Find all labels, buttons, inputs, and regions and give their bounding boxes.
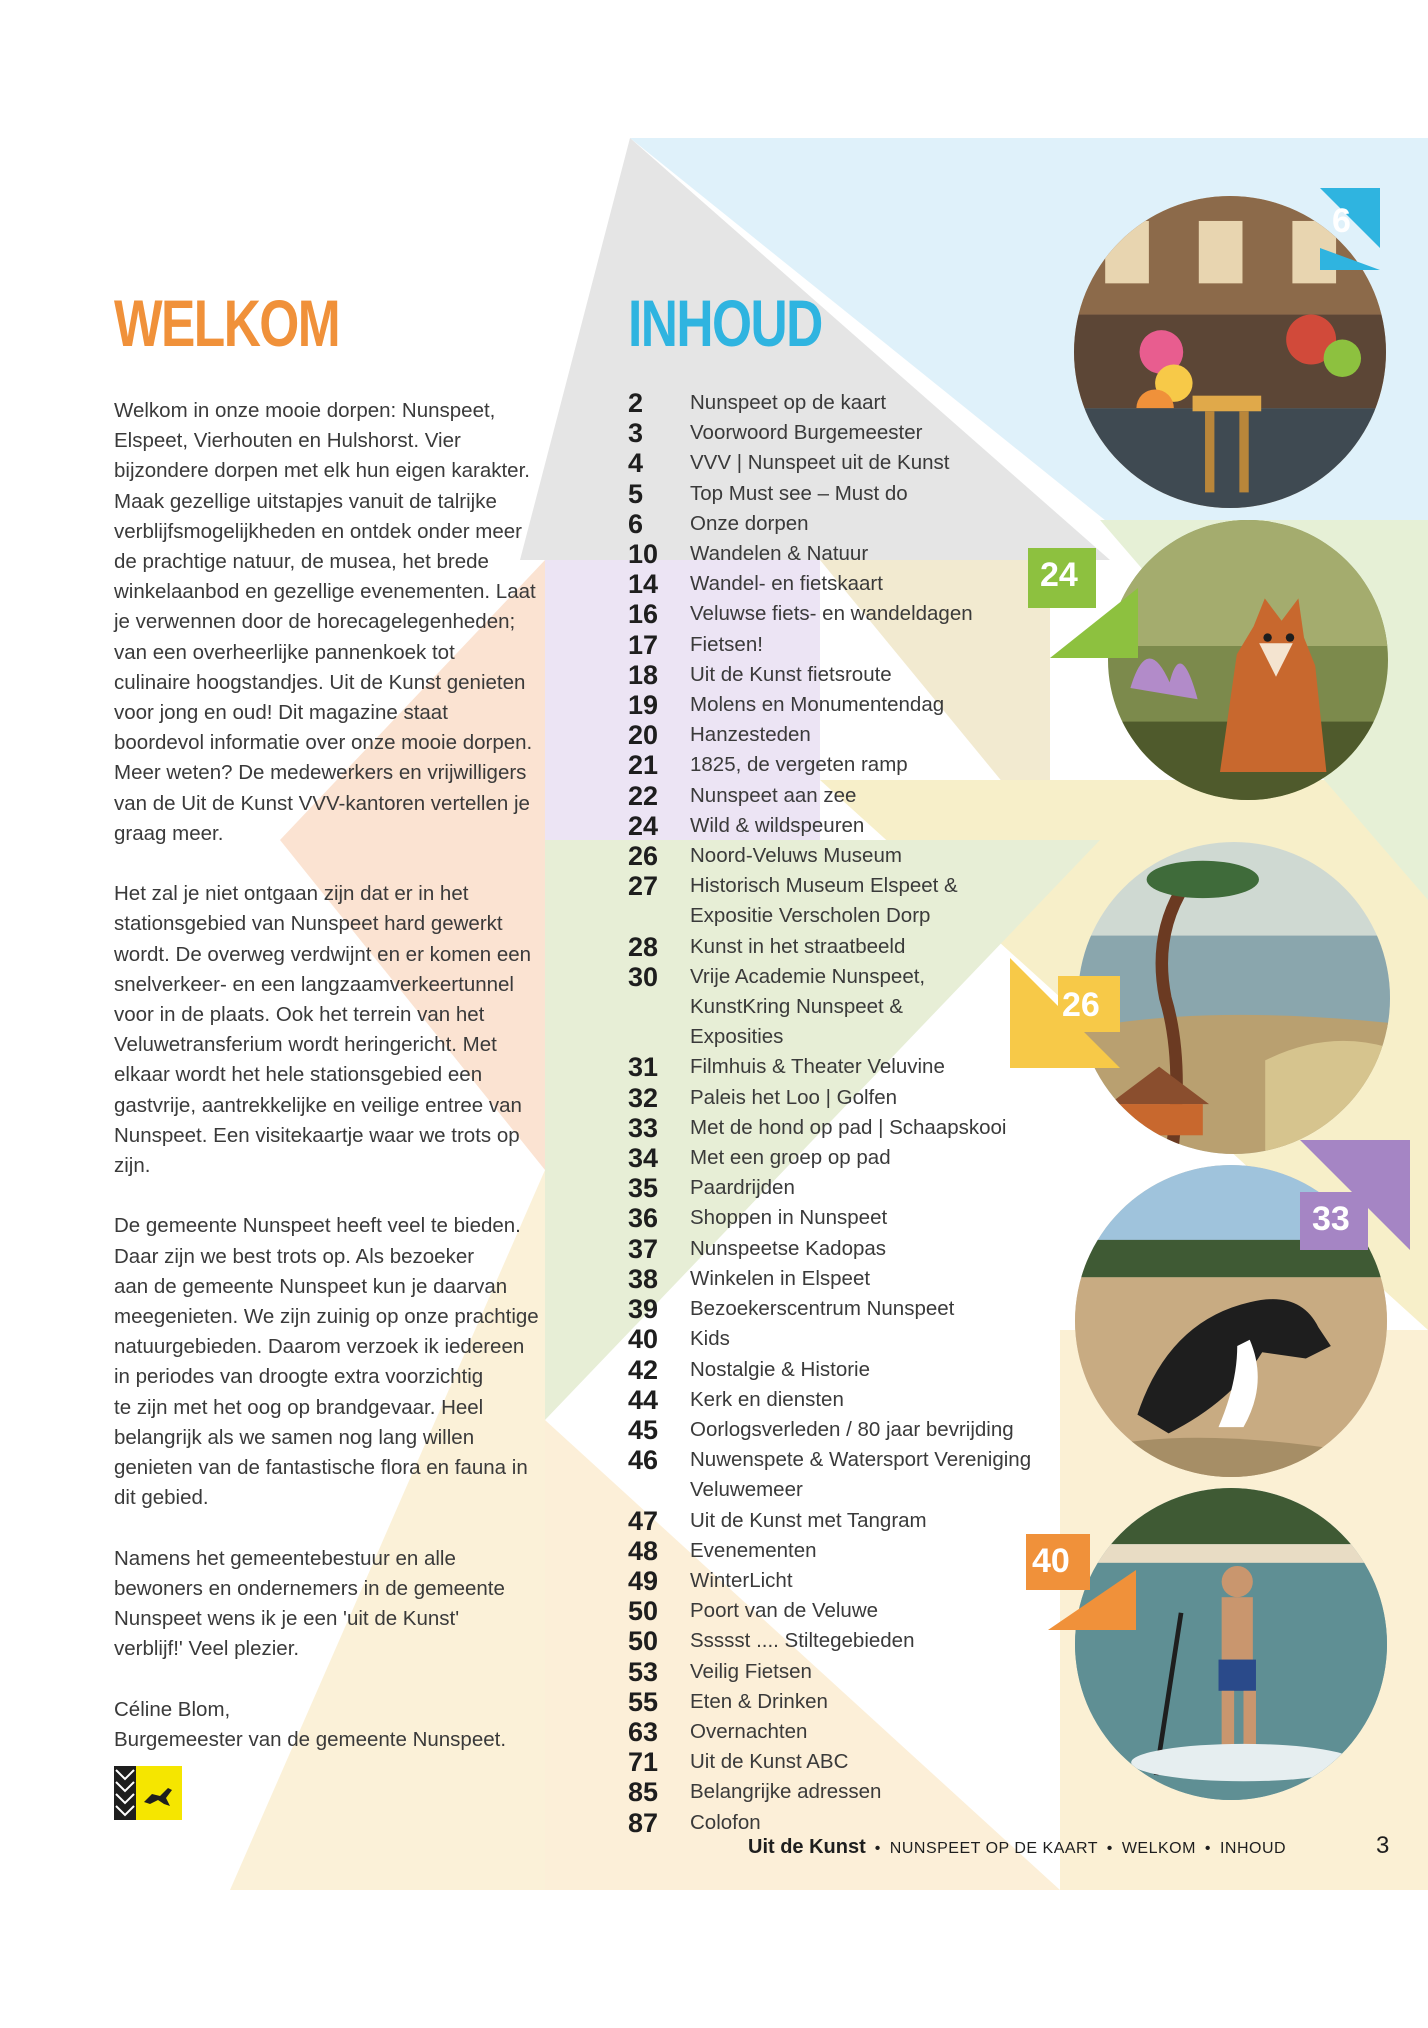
toc-page-number: 63 (628, 1716, 659, 1747)
toc-label: Colofon (690, 1810, 761, 1834)
section-tab-number: 24 (1040, 556, 1078, 594)
toc-label: Shoppen in Nunspeet (690, 1206, 888, 1230)
footer-section: INHOUD (1219, 1840, 1287, 1857)
fox-photo (1108, 520, 1388, 800)
toc-label: Filmhuis & Theater Veluvine (690, 1055, 945, 1079)
toc-page-number: 21 (628, 750, 659, 781)
bullet-separator: • (1204, 1840, 1211, 1857)
toc-page-number: 24 (628, 810, 659, 841)
toc-page-number: 28 (628, 931, 659, 962)
toc-page-number: 40 (628, 1324, 659, 1355)
toc-label: Veluwse fiets- en wandeldagen (690, 602, 973, 626)
toc-item (628, 1415, 1188, 1445)
section-tab-number: 33 (1312, 1200, 1350, 1238)
bullet-separator: • (1106, 1840, 1113, 1857)
toc-label: Nuwenspete & Watersport Vereniging Veluwemeer (690, 1448, 1032, 1502)
bullet-separator: • (874, 1840, 881, 1857)
toc-page-number: 46 (628, 1445, 659, 1476)
toc-page-number: 37 (628, 1233, 659, 1264)
toc-page-number: 34 (628, 1143, 659, 1174)
toc-label: Nunspeet op de kaart (690, 391, 887, 414)
toc-page-number: 44 (628, 1384, 659, 1415)
toc-item (628, 1445, 1188, 1505)
toc-label: Wandel- en fietskaart (690, 572, 883, 596)
toc-page-number: 35 (628, 1173, 659, 1204)
toc-label: Ssssst .... Stiltegebieden (690, 1629, 915, 1653)
toc-item (628, 479, 1188, 509)
toc-item (628, 1173, 1188, 1203)
toc-page-number: 6 (628, 508, 644, 539)
welcome-paragraph: Het zal je niet ontgaan zijn dat er in het stationsgebied van Nunspeet hard gewerkt wordt. De overweg verdwijnt en er komen een snelverkeer- en een langzaamverkeertunnel voor in de plaats. Ook het terrein van het Veluwetransferium wordt heringericht. Met elkaar wordt het hele stationsgebied een gastvrije, aantrekkelijke en veilige entree van Nunspeet. Een visitekaartje waar we trots op zijn. (114, 882, 532, 1178)
toc-label: Overnachten (690, 1719, 808, 1743)
welkom-title: WELKOM (114, 286, 340, 360)
welcome-text (114, 396, 564, 1785)
toc-label: Nunspeet aan zee (690, 783, 857, 807)
toc-page-number: 14 (628, 569, 659, 600)
toc-item (628, 720, 1188, 750)
toc-item (628, 690, 1188, 720)
toc-label: Winkelen in Elspeet (690, 1266, 871, 1290)
toc-label: Wild & wildspeuren (690, 813, 865, 837)
toc-page-number: 26 (628, 841, 659, 872)
toc-page-number: 32 (628, 1082, 659, 1113)
section-tab-24 (1028, 548, 1138, 658)
toc-item (628, 1083, 1188, 1113)
toc-label: Paardrijden (690, 1176, 795, 1200)
toc-item (628, 1808, 1188, 1838)
toc-page-number: 19 (628, 690, 659, 721)
toc-item (628, 811, 1188, 841)
toc-item (628, 448, 1188, 478)
toc-page-number: 39 (628, 1294, 659, 1325)
toc-page-number: 36 (628, 1203, 659, 1234)
footer-section: WELKOM (1121, 1840, 1196, 1857)
toc-page-number: 48 (628, 1535, 659, 1566)
toc-label: VVV | Nunspeet uit de Kunst (690, 451, 950, 475)
toc-page-number: 30 (628, 961, 659, 992)
section-tab-number: 26 (1062, 986, 1100, 1024)
toc-page-number: 33 (628, 1112, 659, 1143)
toc-item (628, 509, 1188, 539)
toc-item (628, 841, 1188, 871)
toc-label: Paleis het Loo | Golfen (690, 1085, 898, 1109)
toc-label: Historisch Museum Elspeet & Expositie Verscholen Dorp (690, 874, 958, 928)
toc-label: Kids (690, 1327, 730, 1351)
toc-page-number: 42 (628, 1354, 659, 1385)
toc-label: Kunst in het straatbeeld (690, 934, 906, 958)
toc-page-number: 50 (628, 1596, 659, 1627)
toc-label: Molens en Monumentendag (690, 693, 945, 717)
welcome-paragraph: Welkom in onze mooie dorpen: Nunspeet, Elspeet, Vierhouten en Hulshorst. Vier bijzondere dorpen met elk hun eigen karakter. Maak gezellige uitstapjes vanuit de talrijke verblijfsmogelijkheden en ontdek onder meer de prachtige natuur, de musea, het brede winkelaanbod en gezellige evenementen. Laat je verwennen door de horecagelegenheden; van een overheerlijke pannenkoek tot culinaire hoogstandjes. Uit de Kunst genieten voor jong en oud! Dit magazine staat boordevol informatie over onze mooie dorpen. Meer weten? De medewerkers en vrijwilligers van de Uit de Kunst VVV-kantoren vertellen je graag meer. (114, 399, 536, 845)
toc-item (628, 660, 1188, 690)
toc-label: Noord-Veluws Museum (690, 844, 902, 868)
toc-label: Uit de Kunst met Tangram (690, 1508, 927, 1532)
toc-page-number: 27 (628, 871, 659, 902)
toc-page-number: 10 (628, 539, 659, 570)
toc-label: Oorlogsverleden / 80 jaar bevrijding (690, 1417, 1014, 1441)
toc-page-number: 22 (628, 780, 659, 811)
toc-item (628, 1143, 1188, 1173)
toc-label: Veilig Fietsen (690, 1659, 812, 1683)
toc-label: Poort van de Veluwe (690, 1599, 879, 1623)
toc-page-number: 71 (628, 1747, 659, 1778)
toc-label: Met de hond op pad | Schaapskooi (690, 1115, 1007, 1139)
toc-page-number: 50 (628, 1626, 659, 1657)
toc-label: Eten & Drinken (690, 1689, 828, 1713)
municipality-logo (114, 1766, 182, 1820)
footer-section: NUNSPEET OP DE KAART (889, 1840, 1098, 1857)
toc-label: Top Must see – Must do (690, 481, 908, 505)
toc-label: Evenementen (690, 1538, 817, 1562)
toc-item (628, 1747, 1188, 1777)
toc-page-number: 3 (628, 418, 644, 449)
toc-page-number: 2 (628, 388, 644, 418)
toc-label: Vrije Academie Nunspeet, KunstKring Nunspeet & Exposities (690, 964, 926, 1049)
toc-page-number: 55 (628, 1686, 659, 1717)
toc-page-number: 20 (628, 720, 659, 751)
section-tab-6 (1280, 170, 1390, 280)
toc-item (628, 1113, 1188, 1143)
toc-label: Nostalgie & Historie (690, 1357, 871, 1381)
toc-label: Belangrijke adressen (690, 1780, 882, 1804)
painting-photo (1078, 842, 1390, 1154)
toc-label: Voorwoord Burgemeester (690, 421, 923, 445)
signature: Céline Blom, Burgemeester van de gemeente Nunspeet. (114, 1697, 507, 1751)
section-tab-26 (1010, 958, 1120, 1068)
toc-page-number: 4 (628, 448, 644, 479)
toc-page-number: 85 (628, 1777, 659, 1808)
section-tab-number: 40 (1032, 1542, 1070, 1580)
toc-page-number: 45 (628, 1414, 659, 1445)
welcome-paragraph: De gemeente Nunspeet heeft veel te bieden. Daar zijn we best trots op. Als bezoeker aan de gemeente Nunspeet kun je daarvan meegenieten. We zijn zuinig op onze prachtige natuurgebieden. Daarom verzoek ik iedereen in periodes van droogte extra voorzichtig te zijn met het oog op brandgevaar. Heel belangrijk als we samen nog lang willen genieten van de fantastische flora en fauna in dit gebied. (114, 1214, 539, 1510)
toc-page-number: 53 (628, 1656, 659, 1687)
toc-label: WinterLicht (690, 1568, 793, 1592)
toc-item (628, 750, 1188, 780)
inhoud-title: INHOUD (628, 286, 822, 360)
footer-brand: Uit de Kunst (748, 1836, 866, 1858)
toc-page-number: 49 (628, 1565, 659, 1596)
toc-label: Wandelen & Natuur (690, 542, 869, 566)
toc-page-number: 5 (628, 478, 644, 509)
toc-page-number: 17 (628, 629, 659, 660)
toc-label: Hanzesteden (690, 723, 811, 747)
toc-label: 1825, de vergeten ramp (690, 753, 908, 777)
section-tab-40 (1026, 1520, 1136, 1630)
section-tab-number: 6 (1332, 202, 1351, 240)
toc-page-number: 31 (628, 1052, 659, 1083)
page-number: 3 (1376, 1832, 1390, 1859)
toc-label: Fietsen! (690, 632, 763, 656)
toc-page-number: 47 (628, 1505, 659, 1536)
toc-label: Kerk en diensten (690, 1387, 844, 1411)
toc-label: Uit de Kunst fietsroute (690, 662, 892, 686)
toc-item (628, 1777, 1188, 1807)
section-tab-33 (1300, 1140, 1410, 1250)
toc-page-number: 16 (628, 599, 659, 630)
toc-page-number: 38 (628, 1263, 659, 1294)
toc-label: Onze dorpen (690, 511, 809, 535)
footer (748, 1836, 1286, 1859)
toc-page-number: 18 (628, 659, 659, 690)
welcome-paragraph: Namens het gemeentebestuur en alle bewoners en ondernemers in de gemeente Nunspeet wens ik je een 'uit de Kunst' verblijf!' Veel plezier. (114, 1546, 505, 1661)
toc-label: Bezoekerscentrum Nunspeet (690, 1297, 955, 1321)
toc-item (628, 781, 1188, 811)
toc-label: Uit de Kunst ABC (690, 1750, 849, 1774)
toc-page-number: 87 (628, 1807, 659, 1838)
toc-label: Met een groep op pad (690, 1146, 891, 1170)
toc-label: Nunspeetse Kadopas (690, 1236, 887, 1260)
